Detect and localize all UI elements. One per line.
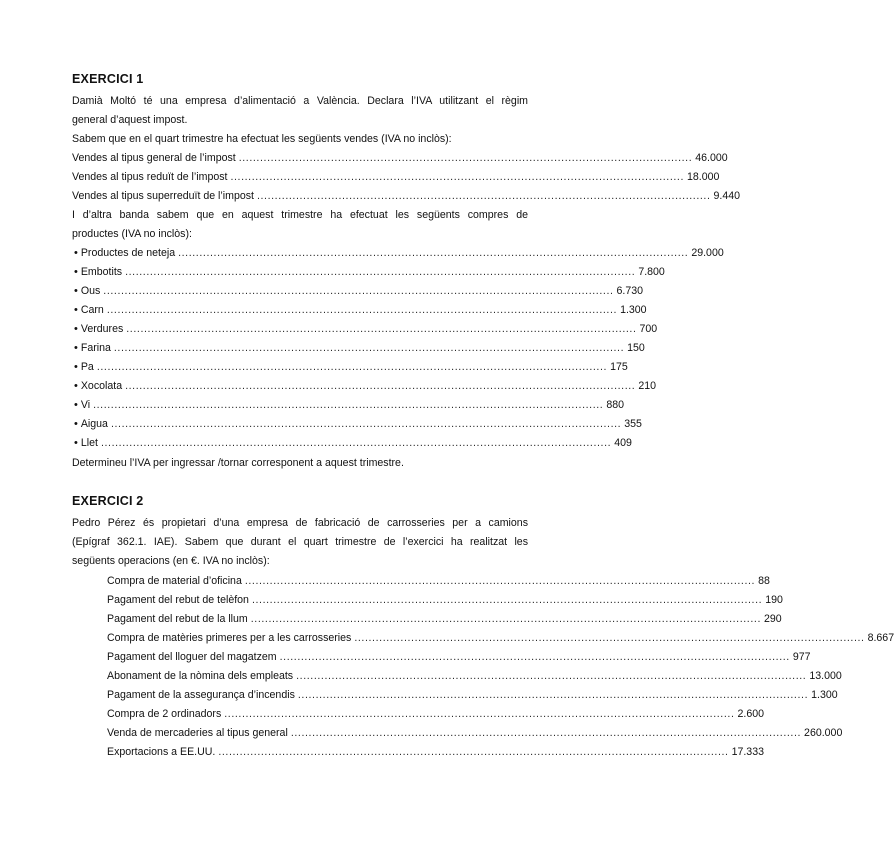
sales-label: Vendes al tipus reduït de l’impost (72, 171, 228, 183)
dot-leader: ................................................................................................................................................ (244, 575, 756, 587)
dot-leader: ................................................................................................................................................ (178, 247, 689, 259)
ex2-intro-line-1: Pedro Pérez és propietari d’una empresa de fabricació de carrosseries per a camions (72, 517, 528, 529)
purchase-row (74, 434, 632, 453)
dot-leader: ................................................................................................................................................ (93, 399, 604, 411)
operation-row (107, 667, 842, 686)
bullet-icon: • (74, 342, 78, 354)
dot-leader: ................................................................................................................................................ (100, 437, 612, 449)
operation-label: Compra de 2 ordinadors (107, 708, 222, 720)
ex1-purchases-intro-line-2: productes (IVA no inclòs): (72, 228, 192, 240)
dot-leader: ................................................................................................................................................ (126, 323, 637, 335)
operation-label: Venda de mercaderies al tipus general (107, 727, 288, 739)
dot-leader: ................................................................................................................................................ (106, 304, 618, 316)
ex1-intro-line-1: Damià Moltó té una empresa d’alimentació a València. Declara l’IVA utilitzant el règim (72, 95, 528, 107)
operation-value: 1.300 (811, 689, 838, 701)
purchase-value: 29.000 (691, 247, 724, 259)
bullet-icon: • (74, 323, 78, 335)
purchase-value: 355 (624, 418, 642, 430)
operation-label: Compra de material d’oficina (107, 575, 242, 587)
sales-row (72, 168, 720, 187)
dot-leader: ................................................................................................................................................ (224, 708, 735, 720)
purchase-label: Pa (80, 361, 94, 373)
operation-row (107, 743, 764, 762)
operation-value: 88 (758, 575, 770, 587)
bullet-icon: • (74, 380, 78, 392)
purchase-value: 6.730 (616, 285, 644, 297)
operation-label: Compra de matèries primeres per a les carrosseries (107, 632, 352, 644)
purchase-label: Verdures (80, 323, 124, 335)
purchase-row (74, 244, 724, 263)
purchase-row (74, 301, 647, 320)
ex2-intro-line-3: següents operacions (en €. IVA no inclòs): (72, 555, 270, 567)
operation-row (107, 724, 843, 743)
dot-leader: ................................................................................................................................................ (96, 361, 608, 373)
purchase-label: Ous (80, 285, 101, 297)
bullet-icon: • (74, 266, 78, 278)
operation-label: Pagament del lloguer del magatzem (107, 651, 277, 663)
sales-label: Vendes al tipus general de l’impost (72, 152, 236, 164)
operation-value: 2.600 (737, 708, 764, 720)
dot-leader: ................................................................................................................................................ (125, 266, 636, 278)
operation-label: Abonament de la nòmina dels empleats (107, 670, 294, 682)
operation-value: 8.667 (867, 632, 894, 644)
purchase-label: Llet (80, 437, 98, 449)
operation-label: Pagament del rebut de la llum (107, 613, 248, 625)
operation-label: Pagament del rebut de telèfon (107, 594, 249, 606)
dot-leader: ................................................................................................................................................ (279, 651, 790, 663)
bullet-icon: • (74, 399, 78, 411)
dot-leader: ................................................................................................................................................ (354, 632, 865, 644)
purchase-row (74, 263, 665, 282)
purchase-label: Xocolata (80, 380, 123, 392)
dot-leader: ................................................................................................................................ (256, 190, 711, 202)
bullet-icon: • (74, 437, 78, 449)
dot-leader: ................................................................................................................................................ (251, 594, 763, 606)
purchase-label: Embotits (80, 266, 123, 278)
purchase-value: 175 (610, 361, 628, 373)
bullet-icon: • (74, 418, 78, 430)
operation-value: 260.000 (804, 727, 843, 739)
operation-value: 13.000 (809, 670, 842, 682)
purchase-row (74, 377, 657, 396)
purchase-label: Farina (80, 342, 111, 354)
purchase-label: Aigua (80, 418, 108, 430)
purchase-value: 1.300 (620, 304, 647, 316)
bullet-icon: • (74, 285, 78, 297)
operation-value: 190 (765, 594, 783, 606)
purchase-row (74, 396, 625, 415)
exercise-1-title: EXERCICI 1 (72, 72, 144, 86)
sales-row (72, 149, 728, 168)
sales-value: 9.440 (713, 190, 741, 202)
dot-leader: ................................................................................................................................................ (110, 418, 622, 430)
sales-value: 18.000 (687, 171, 720, 183)
operation-row (107, 648, 811, 667)
operation-value: 290 (763, 613, 782, 625)
purchase-row (74, 320, 658, 339)
dot-leader: ................................................................................................................................................ (297, 689, 809, 701)
bullet-icon: • (74, 304, 78, 316)
operation-row (107, 629, 894, 648)
operation-row (107, 686, 838, 705)
dot-leader: ................................................................................................................................................ (218, 746, 729, 758)
purchase-label: Productes de neteja (80, 247, 176, 259)
sales-row (72, 187, 741, 206)
purchase-row (74, 282, 644, 301)
operation-row (107, 572, 770, 591)
bullet-icon: • (74, 247, 78, 259)
operation-value: 977 (792, 651, 811, 663)
dot-leader: ................................................................................................................................................ (290, 727, 802, 739)
dot-leader: ................................................................................................................................................ (296, 670, 807, 682)
operation-row (107, 591, 783, 610)
sales-label: Vendes al tipus superreduït de l’impost (72, 190, 254, 202)
purchase-row (74, 358, 628, 377)
ex1-intro-line-2: general d’aquest impost. (72, 114, 188, 126)
ex2-intro-line-2: (Epígraf 362.1. IAE). Sabem que durant el quart trimestre de l’exercici ha realitzat les (72, 536, 528, 548)
purchase-value: 150 (627, 342, 645, 354)
dot-leader: ................................................................................................................................ (238, 152, 693, 164)
dot-leader: ................................................................................................................................................ (250, 613, 761, 625)
purchase-value: 880 (606, 399, 625, 411)
operation-label: Pagament de la assegurança d’incendis (107, 689, 295, 701)
dot-leader: ................................................................................................................................ (230, 171, 685, 183)
bullet-icon: • (74, 361, 78, 373)
purchase-row (74, 415, 642, 434)
purchase-label: Vi (80, 399, 91, 411)
dot-leader: ................................................................................................................................................ (113, 342, 625, 354)
purchase-value: 7.800 (638, 266, 665, 278)
purchase-value: 210 (638, 380, 657, 392)
exercise-2-title: EXERCICI 2 (72, 494, 144, 508)
sales-value: 46.000 (695, 152, 728, 164)
ex1-purchases-intro-line-1: I d’altra banda sabem que en aquest trimestre ha efectuat les següents compres de (72, 209, 528, 221)
purchase-row (74, 339, 645, 358)
purchase-label: Carn (80, 304, 104, 316)
ex1-sales-intro: Sabem que en el quart trimestre ha efectuat les següents vendes (IVA no inclòs): (72, 133, 452, 145)
purchase-value: 409 (614, 437, 632, 449)
operation-label: Exportacions a EE.UU. (107, 746, 216, 758)
operation-value: 17.333 (731, 746, 764, 758)
dot-leader: ................................................................................................................................................ (103, 285, 614, 297)
ex1-closing: Determineu l’IVA per ingressar /tornar corresponent a aquest trimestre. (72, 457, 404, 469)
operation-row (107, 610, 782, 629)
purchase-value: 700 (639, 323, 658, 335)
operation-row (107, 705, 764, 724)
dot-leader: ................................................................................................................................................ (125, 380, 636, 392)
